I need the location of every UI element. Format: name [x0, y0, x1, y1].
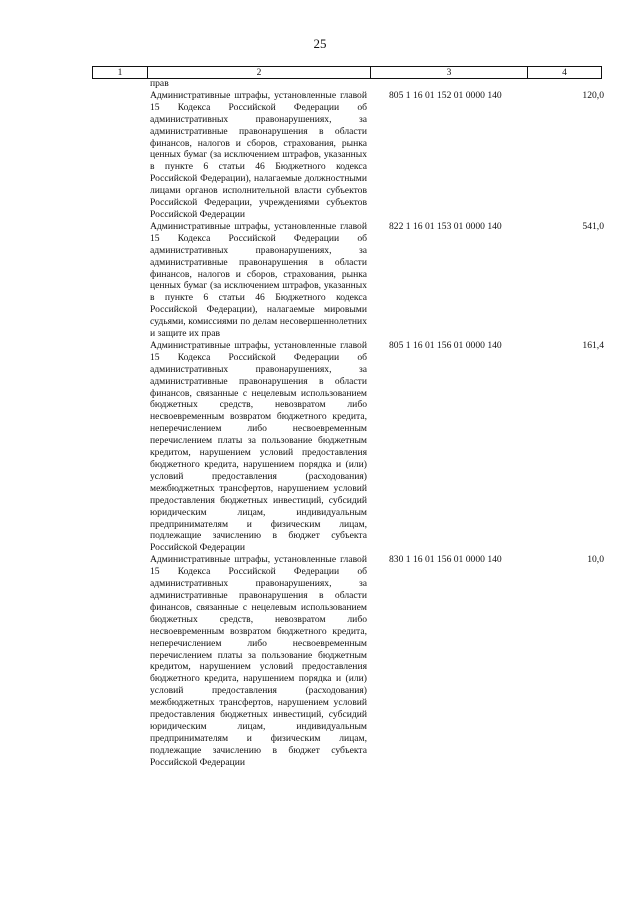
- row-budget-code: 805 1 16 01 152 01 0000 140: [389, 89, 502, 101]
- column-header-1: 1: [93, 67, 148, 79]
- table-row-carryover: [0, 78, 640, 90]
- table-row: [0, 221, 640, 340]
- row-budget-code: 822 1 16 01 153 01 0000 140: [389, 220, 502, 232]
- column-header-row: [93, 67, 602, 79]
- row-budget-code: 805 1 16 01 156 01 0000 140: [389, 339, 502, 351]
- page-number: 25: [313, 36, 327, 51]
- table-body: [0, 78, 640, 769]
- table-row: [0, 90, 640, 221]
- row-description: прав: [150, 78, 169, 89]
- row-amount: 10,0: [587, 554, 604, 566]
- row-amount: 120,0: [582, 89, 604, 101]
- row-description: Административные штрафы, установленные главой 15 Кодекса Российской Федерации об административных правонарушениях, за административные правонарушения в области финансов, связанные с нецелевым использованием бюджетных средств, невозвратом либо несвоевременным возвратом бюджетного кредита, неперечислением либо несвоевременным перечислением платы за пользование бюджетным кредитом, нарушением условий предоставления бюджетного кредита, нарушением порядка и (или) условий предоставления (расходования) межбюджетных трансфертов, нарушением условий предоставления бюджетных инвестиций, субсидий юридическим лицам, индивидуальным предпринимателям и физическим лицам, подлежащие зачислению в бюджет субъекта Российской Федерации: [150, 554, 367, 768]
- column-header-2: 2: [148, 67, 371, 79]
- row-description: Административные штрафы, установленные главой 15 Кодекса Российской Федерации об административных правонарушениях, за административные правонарушения в области финансов, связанные с нецелевым использованием бюджетных средств, невозвратом либо несвоевременным возвратом бюджетного кредита, неперечислением либо несвоевременным перечислением платы за пользование бюджетным кредитом, нарушением условий предоставления бюджетного кредита, нарушением порядка и (или) условий предоставления (расходования) межбюджетных трансфертов, нарушением условий предоставления бюджетных инвестиций, субсидий юридическим лицам, индивидуальным предпринимателям и физическим лицам, подлежащие зачислению в бюджет субъекта Российской Федерации: [150, 339, 367, 554]
- row-amount: 541,0: [582, 220, 604, 232]
- row-description: Административные штрафы, установленные главой 15 Кодекса Российской Федерации об административных правонарушениях, за административные правонарушения в области финансов, налогов и сборов, страхования, рынка ценных бумаг (за исключением штрафов, указанных в пункте 6 статьи 46 Бюджетного кодекса Российской Федерации), налагаемые должностными лицами органов исполнительной власти субъектов Российской Федерации, учреждениями субъектов Российской Федерации: [150, 89, 367, 220]
- column-header-4: 4: [528, 67, 602, 79]
- row-description: Административные штрафы, установленные главой 15 Кодекса Российской Федерации об административных правонарушениях, за административные правонарушения в области финансов, налогов и сборов, страхования, рынка ценных бумаг (за исключением штрафов, указанных в пункте 6 статьи 46 Бюджетного кодекса Российской Федерации), налагаемые мировыми судьями, комиссиями по делам несовершеннолетних и защите их прав: [150, 220, 367, 340]
- table-row: [0, 340, 640, 554]
- row-amount: 161,4: [582, 339, 604, 351]
- column-header-3: 3: [371, 67, 528, 79]
- table-row: [0, 554, 640, 768]
- row-budget-code: 830 1 16 01 156 01 0000 140: [389, 554, 502, 566]
